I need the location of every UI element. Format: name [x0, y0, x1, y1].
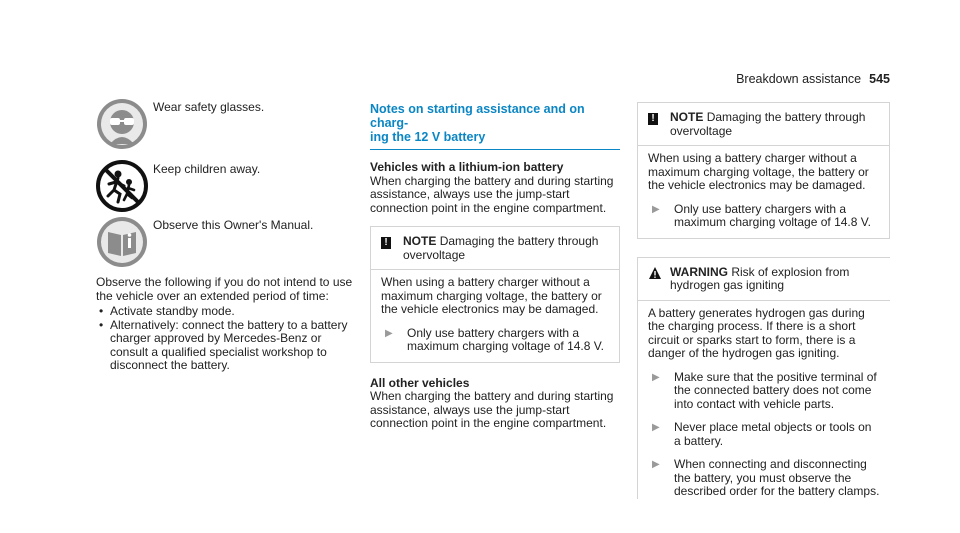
warning-step — [648, 371, 880, 412]
note-body-text: When using a battery charger without a maximum charging voltage, the battery or the vehicle electronics may be damaged. — [381, 275, 602, 316]
subheading-other-vehicles: All other vehicles — [370, 375, 470, 390]
note-step-text: Only use battery chargers with a maximum charging voltage of 14.8 V. — [407, 325, 604, 353]
warning-body — [638, 301, 890, 499]
warning-step-text: Never place metal objects or tools on a battery. — [674, 420, 872, 448]
symbol-text-glasses: Wear safety glasses. — [153, 100, 265, 114]
warning-body-text: A battery generates hydrogen gas during the charging process. If there is a short circuit or sparks start to form, there is a danger of the hydrogen gas igniting. — [648, 305, 865, 360]
step-arrow-icon: ▶ — [652, 422, 660, 433]
warning-box-explosion — [637, 257, 890, 499]
note-step — [648, 203, 879, 230]
subheading-lithium-ion: Vehicles with a lithium-ion battery — [370, 160, 564, 174]
note-step-text: Only use battery chargers with a maximum charging voltage of 14.8 V. — [674, 201, 871, 229]
page-header — [736, 72, 890, 86]
page-number: 545 — [869, 72, 890, 86]
section-starting-assistance — [370, 102, 620, 431]
section-heading-line-2: ing the 12 V battery — [370, 130, 486, 144]
note-label: NOTE — [670, 110, 704, 124]
section-rule — [370, 149, 620, 150]
bullet-item: • Activate standby mode. — [96, 305, 358, 319]
note-head-text: Damaging the battery through overvoltage — [670, 110, 866, 138]
right-column — [637, 102, 890, 499]
storage-paragraph: Observe the following if you do not intend to use the vehicle over an extended period of time: — [96, 275, 353, 303]
note-label: NOTE — [403, 234, 437, 248]
other-vehicles-text: When charging the battery and during starting assistance, always use the jump-start connection point in the engine compartment. — [370, 389, 614, 430]
warning-head-text: Risk of explosion from hydrogen gas igniting — [670, 264, 850, 292]
note-body-text: When using a battery charger without a maximum charging voltage, the battery or the vehicle electronics may be damaged. — [648, 151, 869, 192]
note-icon: ! — [648, 113, 658, 125]
symbol-text-manual: Observe this Owner's Manual. — [153, 218, 314, 232]
step-arrow-icon: ▶ — [652, 203, 660, 215]
symbol-safety-glasses — [96, 98, 148, 153]
step-arrow-icon: ▶ — [652, 459, 660, 470]
storage-instructions — [96, 276, 358, 373]
note-header — [638, 103, 889, 146]
note-icon: ! — [381, 237, 391, 249]
note-step — [381, 327, 609, 354]
note-body — [371, 270, 619, 362]
storage-bullet-list — [96, 305, 358, 373]
warning-step-text: Make sure that the positive terminal of the connected battery does not come into contact with vehicle parts. — [674, 369, 877, 411]
lithium-ion-block — [370, 161, 620, 215]
owners-manual-icon — [96, 216, 148, 268]
step-arrow-icon: ▶ — [385, 327, 393, 339]
lithium-ion-text: When charging the battery and during starting assistance, always use the jump-start connection point in the engine compartment. — [370, 173, 614, 215]
note-box-overvoltage — [370, 226, 620, 363]
section-heading-line-1: Notes on starting assistance and on charg- — [370, 102, 585, 130]
symbol-text-children: Keep children away. — [153, 162, 261, 176]
warning-header — [638, 258, 890, 301]
warning-label: WARNING — [670, 264, 728, 279]
note-head-text: Damaging the battery through overvoltage — [403, 234, 599, 262]
note-header — [371, 227, 619, 270]
warning-step — [648, 421, 880, 448]
note-body — [638, 146, 889, 238]
section-heading — [370, 102, 620, 144]
symbol-keep-children-away — [96, 160, 148, 215]
warning-step — [648, 458, 880, 499]
safety-glasses-icon — [96, 98, 148, 150]
warning-step-text: When connecting and disconnecting the battery, you must observe the described order for the battery clamps. — [674, 457, 880, 498]
step-arrow-icon: ▶ — [652, 371, 660, 383]
other-vehicles-block — [370, 377, 620, 431]
section-title: Breakdown assistance — [736, 72, 862, 86]
keep-children-away-icon — [96, 160, 148, 212]
bullet-item: • Alternatively: connect the battery to a battery charger approved by Mercedes-Benz or consult a qualified specialist workshop to disconnect the battery. — [96, 319, 358, 373]
warning-triangle-icon — [648, 266, 662, 280]
note-box-overvoltage-right — [637, 102, 890, 239]
symbol-owners-manual — [96, 216, 148, 271]
